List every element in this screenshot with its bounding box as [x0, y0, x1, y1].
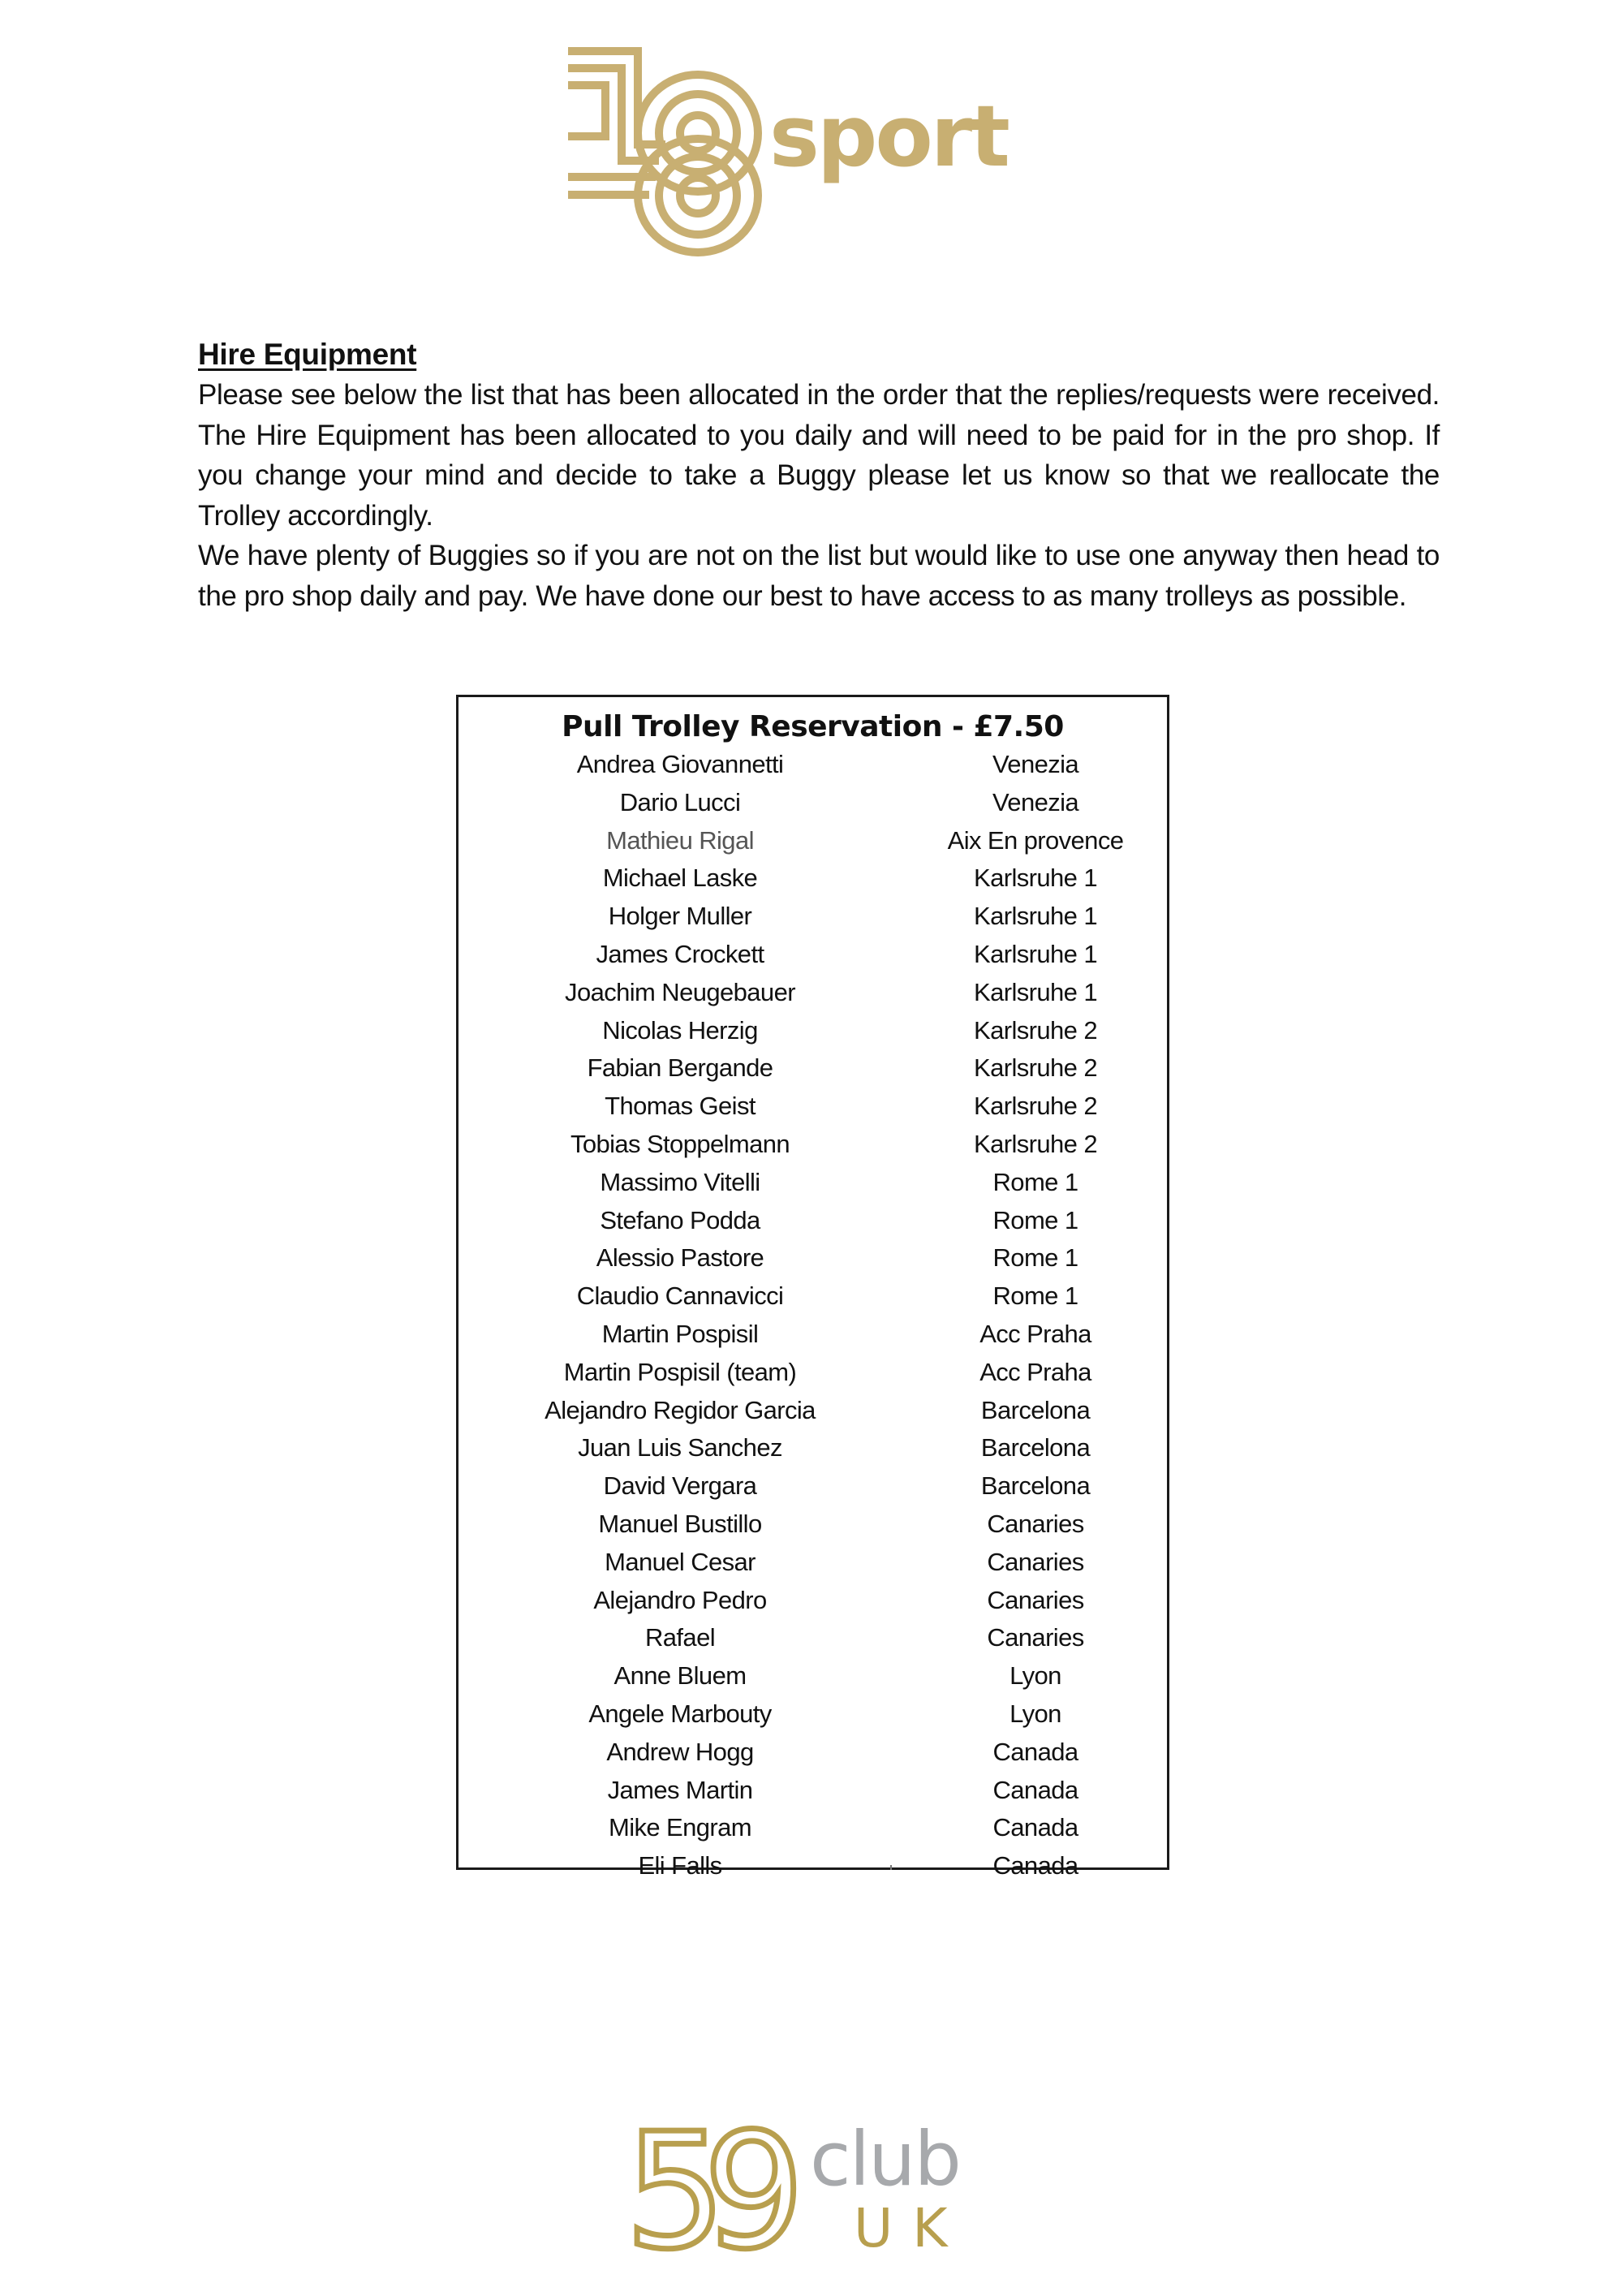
table-title: Pull Trolley Reservation - £7.50 — [562, 710, 1064, 743]
club-name: Karlsruhe 1 — [974, 977, 1097, 1006]
club-name: Rome 1 — [992, 1282, 1078, 1311]
club-name: Lyon — [1010, 1699, 1061, 1728]
table-row — [458, 1544, 1167, 1582]
club-name: Rome 1 — [992, 1243, 1078, 1273]
table-row — [458, 1772, 1167, 1810]
table-row — [458, 1657, 1167, 1695]
club-name: Canada — [992, 1813, 1078, 1842]
svg-text:sport: sport — [769, 87, 1008, 186]
club-name: Barcelona — [980, 1471, 1091, 1501]
club-name: Karlsruhe 2 — [974, 1015, 1097, 1045]
svg-text:59: 59 — [625, 2118, 782, 2281]
player-name: Alejandro Regidor Garcia — [545, 1395, 816, 1424]
club-name: Barcelona — [980, 1433, 1091, 1462]
table-row — [458, 859, 1167, 898]
player-name: David Vergara — [603, 1471, 757, 1501]
svg-text:club: club — [810, 2118, 960, 2203]
player-name: Joachim Neugebauer — [565, 977, 795, 1006]
table-row — [458, 822, 1167, 860]
player-name: Thomas Geist — [605, 1092, 756, 1121]
player-name: Holger Muller — [608, 902, 752, 931]
18-sport-logo — [568, 45, 1087, 256]
club-name: Karlsruhe 1 — [974, 902, 1097, 931]
table-row — [458, 974, 1167, 1012]
player-name: James Crockett — [596, 939, 764, 968]
player-name: Angele Marbouty — [588, 1699, 772, 1728]
player-name: Massimo Vitelli — [600, 1167, 760, 1196]
table-row — [458, 1734, 1167, 1772]
club-name: Karlsruhe 2 — [974, 1053, 1097, 1083]
table-row — [458, 1012, 1167, 1050]
table-row — [458, 1354, 1167, 1392]
club-name: Canaries — [987, 1509, 1084, 1538]
club-name: Venezia — [992, 750, 1079, 778]
club-name: Canada — [992, 1851, 1078, 1880]
player-name: Mike Engram — [608, 1813, 751, 1842]
player-name: Martin Pospisil — [601, 1319, 759, 1348]
table-row — [458, 1164, 1167, 1202]
59-club-uk-logo — [625, 2118, 1014, 2281]
table-row — [458, 1202, 1167, 1240]
club-name: Acc Praha — [979, 1357, 1091, 1386]
player-name: Andrew Hogg — [606, 1737, 754, 1766]
table-rows — [458, 746, 1167, 1885]
player-name: Alessio Pastore — [596, 1243, 764, 1273]
59-club-uk-logo-icon — [625, 2118, 1014, 2281]
table-row — [458, 1847, 1167, 1885]
18-sport-logo-icon — [568, 45, 1087, 256]
table-row — [458, 1277, 1167, 1316]
table-row — [458, 1316, 1167, 1354]
table-row — [458, 1619, 1167, 1657]
player-name: Michael Laske — [602, 864, 758, 893]
player-name: Mathieu Rigal — [606, 825, 754, 855]
player-name: Manuel Cesar — [605, 1547, 756, 1576]
club-name: Karlsruhe 2 — [974, 1129, 1097, 1158]
player-name: Juan Luis Sanchez — [578, 1433, 782, 1462]
club-name: Canada — [992, 1775, 1078, 1804]
table-row — [458, 1695, 1167, 1734]
player-name: James Martin — [607, 1775, 753, 1804]
column-divider — [890, 1865, 892, 1870]
club-name: Canaries — [987, 1547, 1084, 1576]
club-name: Karlsruhe 1 — [974, 939, 1097, 968]
table-row — [458, 1049, 1167, 1088]
player-name: Andrea Giovannetti — [576, 750, 784, 778]
table-row — [458, 936, 1167, 974]
club-name: Rome 1 — [992, 1167, 1078, 1196]
player-name: Stefano Podda — [600, 1205, 760, 1234]
table-row — [458, 1126, 1167, 1164]
svg-text:UK: UK — [854, 2197, 967, 2259]
club-name: Aix En provence — [947, 825, 1124, 855]
club-name: Rome 1 — [992, 1205, 1078, 1234]
player-name: Manuel Bustillo — [598, 1509, 762, 1538]
player-name: Claudio Cannavicci — [576, 1282, 784, 1311]
table-row — [458, 1088, 1167, 1126]
club-name: Karlsruhe 2 — [974, 1092, 1097, 1121]
player-name: Alejandro Pedro — [593, 1585, 767, 1614]
table-row — [458, 1582, 1167, 1620]
table-row — [458, 1467, 1167, 1506]
player-name: Nicolas Herzig — [602, 1015, 758, 1045]
player-name: Fabian Bergande — [587, 1053, 773, 1083]
club-name: Karlsruhe 1 — [974, 864, 1097, 893]
table-row — [458, 1506, 1167, 1544]
table-row — [458, 1809, 1167, 1847]
club-name: Canada — [992, 1737, 1078, 1766]
intro-paragraph: Please see below the list that has been allocated in the order that the replies/requests were received. The Hire Equipment has been allocated to you daily and will need to be paid for in the pro shop. If you change your mind and decide to take a Buggy please let us know so that we reallocate the Trolley accordingly. — [198, 379, 1440, 532]
player-name: Dario Lucci — [619, 787, 741, 816]
player-name: Tobias Stoppelmann — [570, 1129, 790, 1158]
club-name: Barcelona — [980, 1395, 1091, 1424]
hire-equipment-section — [198, 334, 1440, 616]
section-heading: Hire Equipment — [198, 338, 417, 371]
table-row — [458, 1429, 1167, 1467]
club-name: Canaries — [987, 1585, 1084, 1614]
table-row — [458, 1392, 1167, 1430]
club-name: Lyon — [1010, 1661, 1061, 1691]
club-name: Acc Praha — [979, 1319, 1091, 1348]
table-row — [458, 898, 1167, 936]
table-row — [458, 784, 1167, 822]
player-name: Martin Pospisil (team) — [563, 1357, 797, 1386]
player-name: Eli Falls — [638, 1851, 722, 1880]
player-name: Rafael — [644, 1623, 715, 1652]
club-name: Canaries — [987, 1623, 1084, 1652]
player-name: Anne Bluem — [613, 1661, 747, 1691]
buggies-paragraph: We have plenty of Buggies so if you are not on the list but would like to use one anyway then head to the pro shop daily and pay. We have done our best to have access to as many trolleys as possible. — [198, 540, 1440, 612]
table-row — [458, 1239, 1167, 1277]
club-name: Venezia — [992, 787, 1079, 816]
table-row — [458, 746, 1167, 784]
trolley-reservation-table — [456, 695, 1169, 1880]
